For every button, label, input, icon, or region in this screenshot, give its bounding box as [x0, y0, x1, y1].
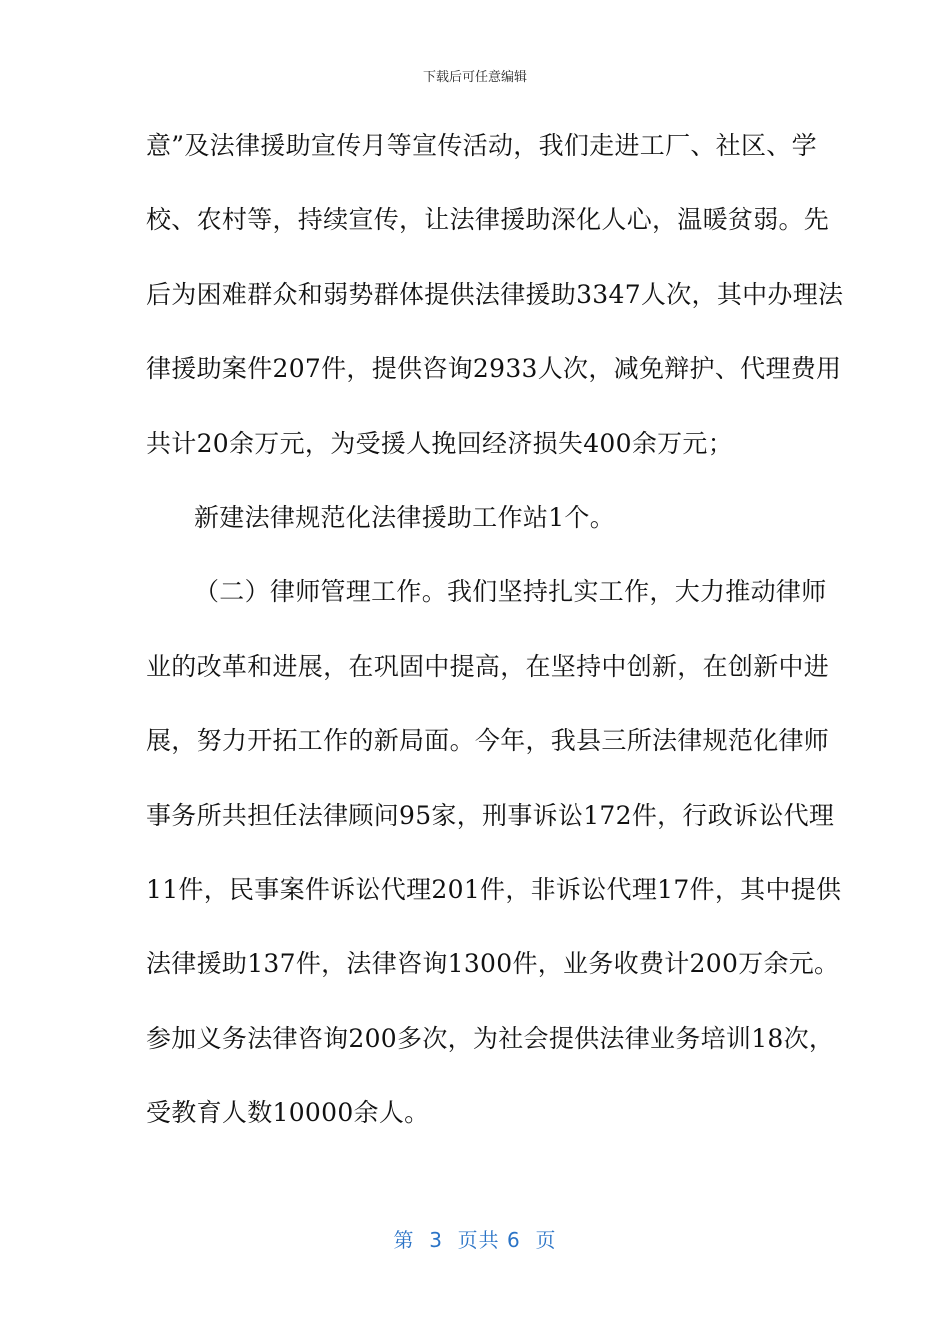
- text-line: 展，努力开拓工作的新局面。今年，我县三所法律规范化律师: [146, 726, 830, 756]
- document-body: [146, 118, 844, 1159]
- text-line: 共计20余万元，为受援人挽回经济损失400余万元；: [146, 428, 734, 458]
- page-number-footer: 第 3 页共 6 页: [393, 1228, 557, 1252]
- text-line: 校、农村等，持续宣传，让法律援助深化人心，温暖贫弱。先: [146, 205, 830, 235]
- text-line: 律援助案件207件，提供咨询2933人次，减免辩护、代理费用: [146, 354, 842, 384]
- text-line: 法律援助137件，法律咨询1300件，业务收费计200万余元。: [146, 949, 840, 979]
- text-line: 11件，民事案件诉讼代理201件，非诉讼代理17件，其中提供: [146, 874, 842, 904]
- text-line: 事务所共担任法律顾问95家，刑事诉讼172件，行政诉讼代理: [146, 800, 835, 830]
- page-header: 下载后可任意编辑: [422, 70, 527, 85]
- text-line: 受教育人数10000余人。: [146, 1098, 430, 1128]
- paragraph-line: 新建法律规范化法律援助工作站1个。: [194, 502, 616, 532]
- text-line: 业的改革和进展，在巩固中提高，在坚持中创新，在创新中进: [146, 651, 830, 681]
- text-line: 参加义务法律咨询200多次，为社会提供法律业务培训18次，: [146, 1023, 835, 1053]
- text-line: 后为困难群众和弱势群体提供法律援助3347人次，其中办理法: [146, 279, 844, 309]
- text-line: 意”及法律援助宣传月等宣传活动，我们走进工厂、社区、学: [146, 131, 817, 160]
- section-heading-line: （二）律师管理工作。我们坚持扎实工作，大力推动律师: [194, 577, 827, 607]
